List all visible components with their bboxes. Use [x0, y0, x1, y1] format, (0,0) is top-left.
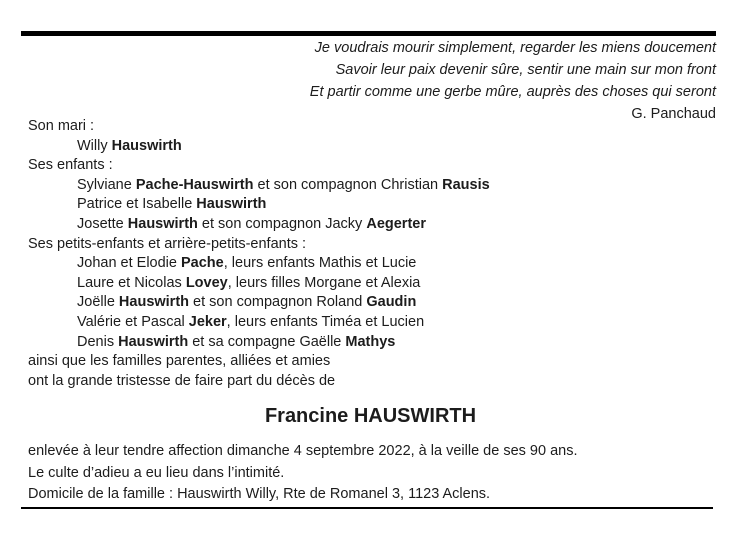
- family-line: [28, 117, 490, 137]
- family-line: [28, 274, 490, 294]
- family-text: , leurs enfants Mathis et Lucie: [223, 255, 417, 272]
- family-line: [28, 176, 490, 196]
- family-text: et son compagnon Christian: [253, 176, 443, 193]
- family-line: [28, 352, 490, 372]
- family-text: Denis: [77, 333, 119, 350]
- family-line: [28, 333, 490, 353]
- family-surname: Aegerter: [366, 215, 426, 232]
- family-surname: Pache-Hauswirth: [135, 176, 254, 193]
- family-surname: Mathys: [345, 333, 396, 350]
- family-text: Ses enfants :: [28, 157, 113, 174]
- family-line: [28, 293, 490, 313]
- family-text: Valérie et Pascal: [77, 313, 189, 330]
- family-list: [28, 117, 490, 391]
- epigraph-line: Et partir comme une gerbe mûre, auprès des choses qui seront: [309, 84, 716, 100]
- family-line: [28, 313, 490, 333]
- family-surname: Hauswirth: [127, 215, 198, 232]
- details-lines: [28, 441, 577, 506]
- family-text: Sylviane: [77, 176, 136, 193]
- family-text: Patrice et Isabelle: [77, 196, 197, 213]
- top-horizontal-rule: [21, 31, 716, 36]
- family-text: Ses petits-enfants et arrière-petits-enfants :: [28, 235, 307, 252]
- family-text: Joëlle: [77, 294, 119, 311]
- details-line: Le culte d’adieu a eu lieu dans l’intimité.: [28, 464, 285, 481]
- family-text: et son compagnon Jacky: [197, 215, 367, 232]
- family-text: Son mari :: [28, 118, 95, 134]
- family-text: et sa compagne Gaëlle: [188, 333, 346, 350]
- family-text: , leurs filles Morgane et Alexia: [227, 274, 421, 291]
- epigraph-line: Je voudrais mourir simplement, regarder les miens doucement: [314, 40, 716, 56]
- family-text: ainsi que les familles parentes, alliées et amies: [28, 353, 331, 370]
- family-line: [28, 195, 490, 215]
- deceased-name: Francine HAUSWIRTH: [264, 405, 477, 427]
- epigraph-line: Savoir leur paix devenir sûre, sentir une main sur mon front: [335, 62, 716, 78]
- family-text: Johan et Elodie: [77, 255, 181, 272]
- family-surname: Rausis: [442, 176, 490, 193]
- family-surname: Pache: [181, 255, 224, 272]
- family-surname: Hauswirth: [196, 196, 267, 213]
- family-surname: Hauswirth: [111, 137, 182, 154]
- family-line: [28, 235, 490, 255]
- bottom-horizontal-rule: [21, 507, 713, 509]
- family-line: [28, 215, 490, 235]
- family-text: Josette: [77, 215, 128, 232]
- family-text: Willy: [77, 137, 112, 154]
- family-surname: Lovey: [185, 274, 228, 291]
- family-surname: Jeker: [188, 313, 227, 330]
- death-details: [28, 441, 577, 506]
- details-line: Domicile de la famille : Hauswirth Willy, Rte de Romanel 3, 1123 Aclens.: [28, 486, 491, 502]
- family-line: [28, 372, 490, 392]
- epigraph-author: G. Panchaud: [631, 106, 716, 122]
- details-line: enlevée à leur tendre affection dimanche 4 septembre 2022, à la veille de ses 90 ans.: [28, 443, 578, 459]
- family-text: ont la grande tristesse de faire part du décès de: [28, 372, 336, 389]
- family-text: , leurs enfants Timéa et Lucien: [226, 313, 425, 330]
- family-line: [28, 156, 490, 176]
- family-surname: Hauswirth: [118, 294, 190, 311]
- family-surname: Hauswirth: [118, 333, 189, 350]
- family-text: Laure et Nicolas: [77, 274, 186, 291]
- family-lines: [28, 117, 490, 391]
- family-line: [28, 137, 490, 157]
- family-surname: Gaudin: [366, 294, 417, 311]
- family-line: [28, 254, 490, 274]
- epigraph-lines: [310, 37, 716, 103]
- family-text: et son compagnon Roland: [189, 294, 367, 311]
- epigraph-poem: [310, 37, 716, 125]
